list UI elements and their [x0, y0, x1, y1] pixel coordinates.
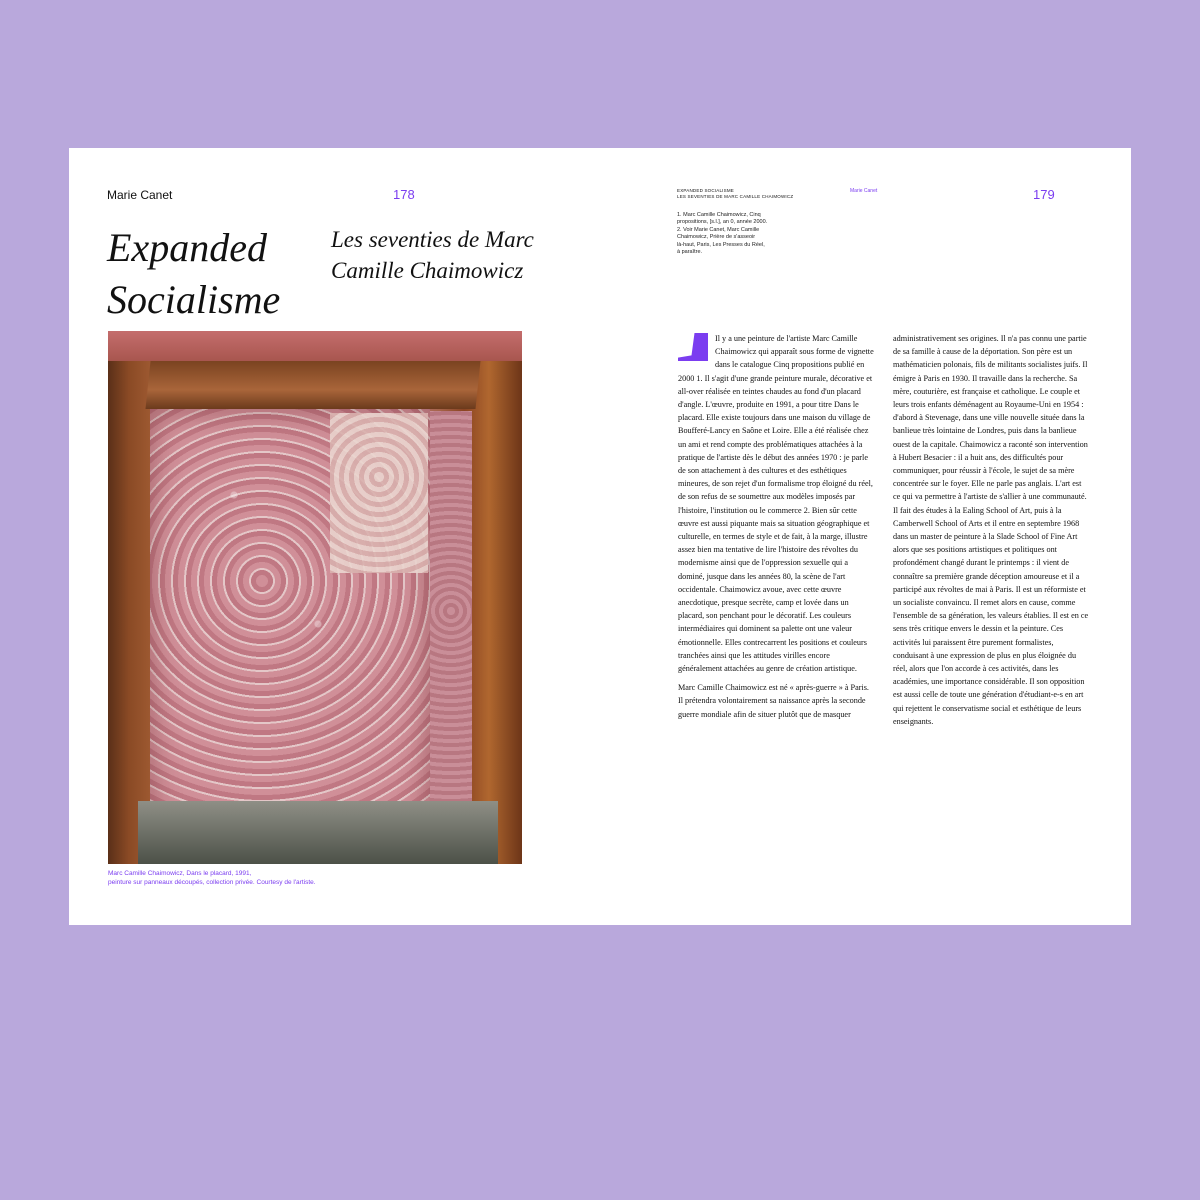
book-spread — [69, 148, 1131, 925]
right-page — [600, 148, 1131, 925]
photo-side-wall — [430, 411, 472, 811]
left-page — [69, 148, 600, 925]
footnotes — [677, 212, 807, 256]
photo-floor — [138, 801, 498, 864]
running-author: Marie Canet — [107, 188, 173, 202]
drop-cap-ornament — [678, 333, 710, 363]
page-number-left: 178 — [393, 187, 415, 202]
artwork-photo — [108, 331, 522, 864]
article-subtitle: Les seventies de Marc Camille Chaimowicz — [331, 227, 534, 283]
photo-light-panel — [330, 413, 428, 573]
footnote-line: 2. Voir Marie Canet, Marc Camille — [677, 226, 760, 233]
caption-line-1: Marc Camille Chaimowicz, Dans le placard, 1991, — [108, 870, 252, 877]
body-column-1 — [678, 332, 874, 727]
running-title — [677, 188, 827, 199]
body-column-2 — [893, 332, 1089, 734]
body-paragraph: administrativement ses origines. Il n'a pas connu une partie de sa famille à cause de la déportation. Son père est un mathématicien polonais, fils de militants socialistes juifs. Il émigre à Paris en 1930. Il travaille dans la recherche. Sa mère, couturière, est française et catholique. Le couple et leurs trois enfants déménagent au Royaume-Uni en 1954 : d'abord à Stevenage, dans une ville nouvelle située dans la banlieue très lointaine de Londres, puis dans la banlieue ouest de la capitale. Chaimowicz a raconté son intervention à Hubert Besacier : il a huit ans, des difficultés pour communiquer, pour réussir à l'école, le sujet de sa mère concentrée sur le foyer. Elle ne parle pas anglais. L'art est ce qui va permettre à l'artiste de s'allier à une communauté. Il fait des études à la Ealing School of Art, puis à la Camberwell School of Arts et il entre en septembre 1968 dans un master de peinture à la Slade School of Fine Art alors que ses positions artistiques et politiques ont profondément changé durant le printemps : il vient de connaître sa première grande déception amoureuse et il a participé aux révoltes de mai à Paris. Il est un réformiste et un socialiste convaincu. Il remet alors en cause, comme l'ensemble de sa génération, les valeurs établies. Il est en ce sens très critique envers le dessin et la peinture. Ces activités lui paraissent être purement formalistes, conduisant à une expression de plus en plus éloignée du réel, alors que l'on accorde à ces activités, dans les académies, une importance considérable. Il son opposition est aussi celle de toute une génération d'étudiant-e-s en art qui rejettent le conservatisme social et esthétique de leurs enseignants. — [893, 334, 1089, 726]
photo-ceiling — [108, 331, 522, 361]
footnote-line: propositions, [s.l.], an 0, année 2000. — [677, 219, 768, 226]
footnote-line: là-haut, Paris, Les Presses du Réel, — [677, 241, 765, 248]
footnote-line: Chaimowicz, Prière de s'asseoir — [677, 234, 756, 241]
footnote-line: à paraître. — [677, 249, 703, 256]
body-paragraph: Il y a une peinture de l'artiste Marc Camille Chaimowicz qui apparaît sous forme de vignette dans le catalogue Cinq propositions publié en 2000 1. Il s'agit d'une grande peinture murale, décorative et all-over réalisée en teintes chaudes au fond d'un placard d'angle. L'œuvre, produite en 1991, a pour titre Dans le placard. Elle existe toujours dans une maison du village de Boufferé-Lancy en Saône et Loire. Elle a été réalisée chez un ami et rend compte des problématiques attachées à la pratique de l'artiste dès le début des années 1970 : je parle de son attachement à des cultures et des esthétiques mineures, de son rejet d'un formalisme trop éloigné du réel, de son refus de se soumettre aux modèles imposés par l'histoire, l'institution ou le commerce 2. Bien sûr cette œuvre est aussi piquante mais sa situation géographique et culturelle, en termes de style et de fait, à la marge, illustre assez bien ma tentative de lire l'histoire des révoltes du modernisme ainsi que de l'oppression sexuelle qui a dominé, jusque dans les années 80, la scène de l'art occidentale. Chaimowicz avoue, avec cette œuvre anecdotique, presque secrète, camp et lovée dans un placard, son penchant pour le décoratif. Les couleurs intermédiaires qui dominent sa palette ont une valeur émotionnelle. Elles contrecarrent les positions et couleurs tranchées ainsi que les attitudes virilles encore généralement attachées au genre de création artistique. — [678, 334, 874, 674]
running-title-line-1: EXPANDED SOCIALISME — [677, 188, 734, 193]
caption-line-2: peinture sur panneaux découpés, collection privée. Courtesy de l'artiste. — [108, 879, 316, 886]
article-title: Expanded Socialisme — [107, 225, 281, 322]
photo-wood-beam — [145, 361, 480, 409]
page-number-right: 179 — [1033, 187, 1055, 202]
photo-caption — [108, 869, 528, 887]
body-paragraph: Marc Camille Chaimowicz est né « après-guerre » à Paris. Il prétendra volontairement sa naissance après la seconde guerre mondiale afin de situer plutôt que de masquer — [678, 683, 869, 719]
footnote-line: 1. Marc Camille Chaimowicz, Cinq — [677, 212, 761, 218]
running-tag: Marie Canet — [850, 188, 878, 194]
running-title-line-2: LES SEVENTIES DE MARC CAMILLE CHAIMOWICZ — [677, 193, 794, 199]
